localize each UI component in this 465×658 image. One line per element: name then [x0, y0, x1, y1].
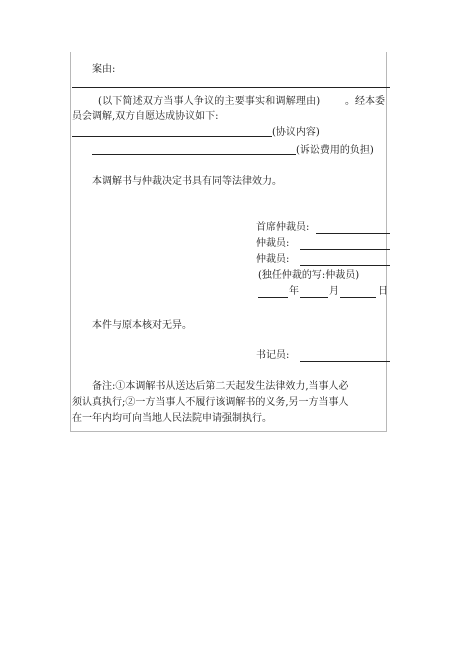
- case-cause-label: 案由:: [92, 64, 116, 75]
- chief-arbitrator-line: [316, 233, 390, 234]
- date-year: 年: [289, 286, 299, 297]
- document-frame: [70, 52, 387, 432]
- note-line-3: 在一年内均可向当地人民法院申请强制执行。: [72, 413, 272, 424]
- date-year-line: [258, 297, 288, 298]
- agreement-content-line: [72, 136, 272, 137]
- arbitrator-label-2: 仲裁员:: [256, 254, 290, 265]
- arbitrator-line-1: [300, 249, 390, 250]
- date-day-line: [340, 297, 376, 298]
- note-line-1: 备注:①本调解书从送达后第二天起发生法律效力,当事人必: [92, 381, 349, 392]
- effect-statement: 本调解书与仲裁决定书具有同等法律效力。: [92, 176, 282, 187]
- case-cause-line: [72, 87, 390, 88]
- arbitrator-line-2: [300, 265, 390, 266]
- sole-arbitrator-note: (独任仲裁的写:仲裁员): [258, 270, 360, 281]
- date-month-line: [300, 297, 328, 298]
- summary-tail: 。经本委: [345, 96, 385, 107]
- verification-text: 本件与原本核对无异。: [92, 320, 192, 331]
- date-month: 月: [329, 286, 339, 297]
- litigation-cost-line: [92, 154, 296, 155]
- summary-line-2: 员会调解,双方自愿达成协议如下:: [72, 111, 219, 122]
- date-day: 日: [378, 286, 388, 297]
- litigation-cost-label: (诉讼费用的负担): [296, 145, 374, 156]
- clerk-line: [300, 361, 390, 362]
- summary-instruction: (以下简述双方当事人争议的主要事实和调解理由): [98, 96, 321, 107]
- agreement-content-label: (协议内容): [272, 127, 320, 138]
- arbitrator-label-1: 仲裁员:: [256, 238, 290, 249]
- chief-arbitrator-label: 首席仲裁员:: [256, 222, 310, 233]
- note-line-2: 须认真执行;②一方当事人不履行该调解书的义务,另一方当事人: [72, 397, 349, 408]
- clerk-label: 书记员:: [256, 350, 290, 361]
